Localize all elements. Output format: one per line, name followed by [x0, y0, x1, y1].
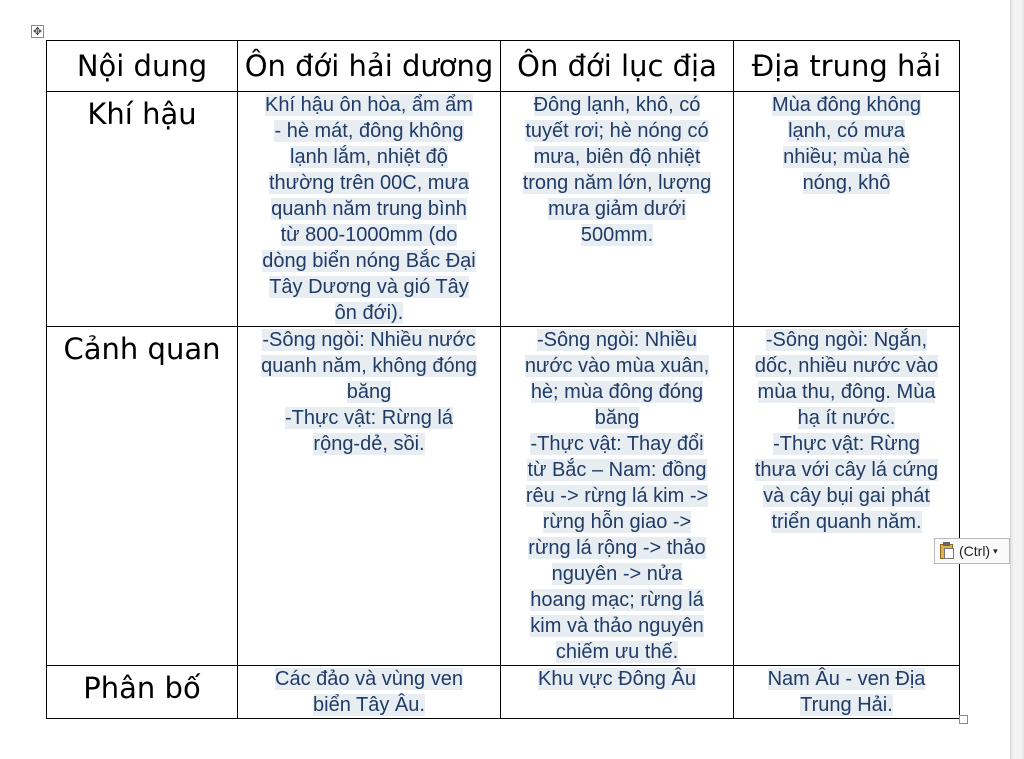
- cell-landscape-continental[interactable]: [501, 327, 734, 666]
- table-row-distribution: [47, 666, 960, 719]
- cell-text-line: rêu -> rừng lá kim ->: [525, 485, 709, 507]
- paste-options-label: (Ctrl): [959, 543, 991, 559]
- cell-text-line: chiếm ưu thế.: [555, 641, 679, 663]
- cell-text-line: dòng biển nóng Bắc Đại: [262, 250, 476, 272]
- cell-text-line: rộng-dẻ, sồi.: [313, 433, 425, 455]
- cell-text-line: Trung Hải.: [800, 694, 893, 716]
- cell-text-line: - hè mát, đông không: [274, 120, 464, 142]
- cell-text-line: Các đảo và vùng ven: [275, 668, 463, 690]
- cell-text-line: ôn đới).: [334, 302, 404, 324]
- cell-text-line: thường trên 00C, mưa: [269, 172, 469, 194]
- cell-text-line: từ Bắc – Nam: đồng: [527, 459, 707, 481]
- cell-text-line: lạnh lắm, nhiệt độ: [290, 146, 448, 168]
- cell-text-line: nước vào mùa xuân,: [524, 355, 710, 377]
- cell-landscape-oceanic[interactable]: [238, 327, 501, 666]
- cell-text-line: Nam Âu - ven Địa: [767, 668, 926, 690]
- cell-text-line: Mùa đông không: [771, 94, 921, 116]
- cell-text-line: Khu vực Đông Âu: [538, 668, 696, 690]
- cell-text-line: Tây Dương và gió Tây: [269, 276, 469, 298]
- cell-climate-oceanic[interactable]: [238, 92, 501, 327]
- cell-distribution-mediterranean[interactable]: [734, 666, 960, 719]
- cell-text-line: và cây bụi gai phát: [763, 485, 930, 507]
- chevron-down-icon: ▾: [993, 545, 998, 556]
- header-cell-content: Nội dung: [47, 41, 238, 92]
- cell-text-line: mùa thu, đông. Mùa: [757, 381, 936, 403]
- table-row-climate: [47, 92, 960, 327]
- row-label-distribution: Phân bố: [47, 666, 238, 719]
- table-move-handle[interactable]: [31, 25, 44, 38]
- cell-distribution-continental[interactable]: [501, 666, 734, 719]
- cell-text-line: -Thực vật: Rừng: [773, 433, 920, 455]
- cell-text-line: quanh năm trung bình: [271, 198, 467, 220]
- cell-text-line: rừng lá rộng -> thảo: [528, 537, 706, 559]
- cell-text-line: -Sông ngòi: Nhiều: [536, 329, 698, 351]
- cell-text-line: -Thực vật: Thay đổi: [530, 433, 704, 455]
- cell-text-line: lạnh, có mưa: [788, 120, 905, 142]
- vertical-scrollbar[interactable]: [1010, 0, 1024, 759]
- cell-text-line: -Thực vật: Rừng lá: [285, 407, 453, 429]
- table-row-landscape: [47, 327, 960, 666]
- cell-text-line: nguyên -> nửa: [551, 563, 683, 585]
- header-cell-mediterranean: Địa trung hải: [734, 41, 960, 92]
- cell-text-line: hạ ít nước.: [797, 407, 896, 429]
- cell-climate-continental[interactable]: [501, 92, 734, 327]
- clipboard-icon: [939, 542, 955, 560]
- cell-text-line: kim và thảo nguyên: [530, 615, 704, 637]
- cell-text-line: hoang mạc; rừng lá: [530, 589, 704, 611]
- cell-text-line: tuyết rơi; hè nóng có: [525, 120, 709, 142]
- cell-climate-mediterranean[interactable]: [734, 92, 960, 327]
- cell-text-line: từ 800-1000mm (do: [280, 224, 458, 246]
- cell-text-line: mưa giảm dưới: [548, 198, 686, 220]
- cell-text-line: nhiều; mùa hè: [783, 146, 910, 168]
- cell-text-line: -Sông ngòi: Nhiều nước: [262, 329, 476, 351]
- cell-text-line: rừng hỗn giao ->: [542, 511, 692, 533]
- header-cell-continental: Ôn đới lục địa: [501, 41, 734, 92]
- header-row: [47, 41, 960, 92]
- scrollbar-thumb[interactable]: [1013, 0, 1022, 759]
- cell-text-line: 500mm.: [580, 224, 654, 246]
- row-label-climate: Khí hậu: [47, 92, 238, 327]
- cell-text-line: băng: [594, 407, 640, 429]
- cell-text-line: dốc, nhiều nước vào: [754, 355, 939, 377]
- cell-text-line: trong năm lớn, lượng: [522, 172, 712, 194]
- header-cell-oceanic: Ôn đới hải dương: [238, 41, 501, 92]
- content-table: [46, 40, 960, 719]
- cell-landscape-mediterranean[interactable]: [734, 327, 960, 666]
- row-label-landscape: Cảnh quan: [47, 327, 238, 666]
- cell-text-line: băng: [346, 381, 392, 403]
- cell-text-line: mưa, biên độ nhiệt: [533, 146, 701, 168]
- cell-text-line: biển Tây Âu.: [313, 694, 425, 716]
- cell-text-line: thưa với cây lá cứng: [754, 459, 939, 481]
- paste-options-button[interactable]: [934, 538, 1010, 564]
- table-resize-handle[interactable]: [959, 715, 968, 724]
- cell-text-line: triển quanh năm.: [771, 511, 922, 533]
- cell-text-line: Đông lạnh, khô, có: [533, 94, 701, 116]
- move-arrows-icon: ✥: [32, 25, 43, 38]
- cell-distribution-oceanic[interactable]: [238, 666, 501, 719]
- cell-text-line: quanh năm, không đóng: [261, 355, 477, 377]
- cell-text-line: hè; mùa đông đóng: [530, 381, 704, 403]
- cell-text-line: nóng, khô: [802, 172, 891, 194]
- cell-text-line: -Sông ngòi: Ngắn,: [765, 329, 928, 351]
- cell-text-line: Khí hậu ôn hòa, ẩm ẩm: [265, 94, 473, 116]
